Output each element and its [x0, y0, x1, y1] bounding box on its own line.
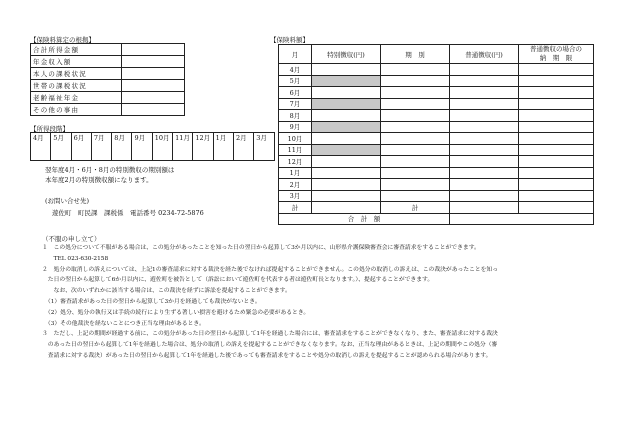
normal-cell: [450, 190, 519, 202]
grand-total-value: [450, 213, 594, 225]
period-cell: [381, 190, 450, 202]
month-cell: 5月: [279, 75, 312, 87]
appeal-line: TEL 023-630-2158: [42, 255, 109, 262]
special-cell: [312, 75, 381, 87]
period-cell: [381, 75, 450, 87]
appeal-line: （1）審査請求があった日の翌日から起算して3か月を経過しても裁決がないとき。: [42, 298, 261, 305]
month-cell: 8月: [279, 110, 312, 122]
deadline-cell: [519, 110, 594, 122]
normal-cell: [450, 110, 519, 122]
normal-cell: [450, 64, 519, 76]
deadline-cell: [519, 190, 594, 202]
special-cell: [312, 98, 381, 110]
special-total: [312, 202, 381, 214]
deadline-cell: [519, 98, 594, 110]
income-month-cell: 12月: [193, 133, 213, 161]
special-cell: [312, 121, 381, 133]
period-cell: [381, 64, 450, 76]
special-cell: [312, 133, 381, 145]
notice-line-1: 翌年度4月・6月・8月の特別徴収の期別額は: [45, 166, 175, 174]
period-cell: [381, 179, 450, 191]
month-cell: 11月: [279, 144, 312, 156]
month-cell: 12月: [279, 156, 312, 168]
normal-cell: [450, 167, 519, 179]
period-cell: [381, 98, 450, 110]
basis-value: [122, 56, 185, 68]
income-stage-table: [30, 132, 275, 161]
appeal-line: ２ 処分の取消しの訴えについては、上記1の審査請求に対する裁決を経た後でなければ提起することができません。この処分の取消しの訴えは、この裁決があったことを知っ: [42, 266, 499, 273]
deadline-cell: [519, 121, 594, 133]
special-cell: [312, 167, 381, 179]
basis-label: 合計所得金額: [31, 44, 122, 56]
appeal-line: （2）処分、処分の執行又は手続の続行により生ずる著しい損害を避けるため緊急の必要があるとき。: [42, 309, 310, 316]
basis-value: [122, 80, 185, 92]
special-cell: [312, 190, 381, 202]
basis-label: その他の事由: [31, 104, 122, 116]
special-cell: [312, 110, 381, 122]
period-cell: [381, 144, 450, 156]
basis-table: [30, 43, 185, 116]
special-cell: [312, 179, 381, 191]
normal-cell: [450, 179, 519, 191]
basis-title: 【保険料算定の根拠】: [30, 36, 95, 44]
special-cell: [312, 144, 381, 156]
appeal-line: た日の翌日から起算して6か月以内に、遊佐町を被告として（訴訟において遊佐町を代表する者は遊佐町長となります。）、提起することができます。: [42, 277, 434, 284]
appeal-line: なお、次のいずれかに該当する場合は、この裁決を経ずに訴訟を提起することができます。: [42, 288, 291, 295]
deadline-cell: [519, 167, 594, 179]
contact-title: (お問い合せ先): [45, 197, 90, 205]
income-stage-title: 【所得段階】: [30, 125, 69, 133]
header-month: 月: [279, 45, 312, 64]
income-month-cell: 6月: [71, 133, 91, 161]
normal-cell: [450, 133, 519, 145]
income-month-cell: 1月: [213, 133, 233, 161]
normal-cell: [450, 156, 519, 168]
normal-cell: [450, 87, 519, 99]
period-cell: [381, 121, 450, 133]
deadline-cell: [519, 75, 594, 87]
appeal-title: （不服の申し立て）: [42, 235, 101, 243]
basis-label: 世帯の課税状況: [31, 80, 122, 92]
deadline-cell: [519, 179, 594, 191]
month-cell: 2月: [279, 179, 312, 191]
period-cell: [381, 133, 450, 145]
basis-value: [122, 104, 185, 116]
basis-value: [122, 68, 185, 80]
basis-label: 老齢福祉年金: [31, 92, 122, 104]
income-month-cell: 8月: [112, 133, 132, 161]
period-cell: [381, 110, 450, 122]
header-period: 期 別: [381, 45, 450, 64]
deadline-cell: [519, 87, 594, 99]
normal-cell: [450, 75, 519, 87]
appeal-line: のあった日の翌日から起算して1年を経過した場合は、処分の取消しの訴えを提起することができなくなります。なお、正当な理由があるときは、上記の期間やこの処分（審: [42, 342, 498, 349]
income-month-cell: 7月: [91, 133, 111, 161]
contact-line: 遊佐町 町民課 課税係 電話番号 0234-72-5876: [52, 209, 204, 217]
period-cell: [381, 156, 450, 168]
month-cell: 9月: [279, 121, 312, 133]
normal-cell: [450, 121, 519, 133]
header-deadline: 普通徴収の場合の 納 期 限: [519, 45, 594, 64]
month-cell: 4月: [279, 64, 312, 76]
appeal-line: 査請求に対する裁決）があった日の翌日から起算して1年を経過した後であっても審査請求をすることや処分の取消しの訴えを提起することが認められる場合があります。: [42, 352, 492, 359]
special-cell: [312, 156, 381, 168]
normal-cell: [450, 144, 519, 156]
appeal-line: １ この処分について不服がある場合は、この処分があったことを知った日の翌日から起算して3か月以内に、山形県介護保険審査会に審査請求をすることができます。: [42, 245, 480, 251]
normal-cell: [450, 98, 519, 110]
normal-total: [450, 202, 519, 214]
basis-value: [122, 92, 185, 104]
notice-line-2: 本年度2月の特別徴収額になります。: [45, 176, 153, 184]
period-total-label: 計: [381, 202, 450, 214]
deadline-total: [519, 202, 594, 214]
month-cell: 3月: [279, 190, 312, 202]
income-month-cell: 9月: [132, 133, 152, 161]
premium-table: [278, 44, 594, 225]
header-special: 特別徴収(円): [312, 45, 381, 64]
income-month-cell: 2月: [233, 133, 253, 161]
income-month-cell: 10月: [152, 133, 172, 161]
premium-title: 【保険料額】: [270, 36, 309, 44]
basis-label: 本人の課税状況: [31, 68, 122, 80]
income-month-cell: 3月: [254, 133, 274, 161]
total-label: 計: [279, 202, 312, 214]
income-month-cell: 5月: [51, 133, 71, 161]
deadline-cell: [519, 133, 594, 145]
basis-value: [122, 44, 185, 56]
appeal-line: （3）その他裁決を経ないことにつき正当な理由があるとき。: [42, 320, 205, 327]
basis-label: 年金収入額: [31, 56, 122, 68]
special-cell: [312, 64, 381, 76]
income-month-cell: 11月: [173, 133, 193, 161]
month-cell: 10月: [279, 133, 312, 145]
month-cell: 7月: [279, 98, 312, 110]
appeal-line: ３ ただし、上記の期間が経過する前に、この処分があった日の翌日から起算して1年を経過した場合には、審査請求をすることができなくなり、また、審査請求に対する裁決: [42, 331, 498, 338]
grand-total-label: 合 計 額: [279, 213, 450, 225]
deadline-cell: [519, 144, 594, 156]
special-cell: [312, 87, 381, 99]
appeal-notes: [42, 243, 498, 362]
deadline-cell: [519, 64, 594, 76]
deadline-cell: [519, 156, 594, 168]
month-cell: 6月: [279, 87, 312, 99]
month-cell: 1月: [279, 167, 312, 179]
period-cell: [381, 87, 450, 99]
period-cell: [381, 167, 450, 179]
header-normal: 普通徴収(円): [450, 45, 519, 64]
income-month-cell: 4月: [31, 133, 51, 161]
